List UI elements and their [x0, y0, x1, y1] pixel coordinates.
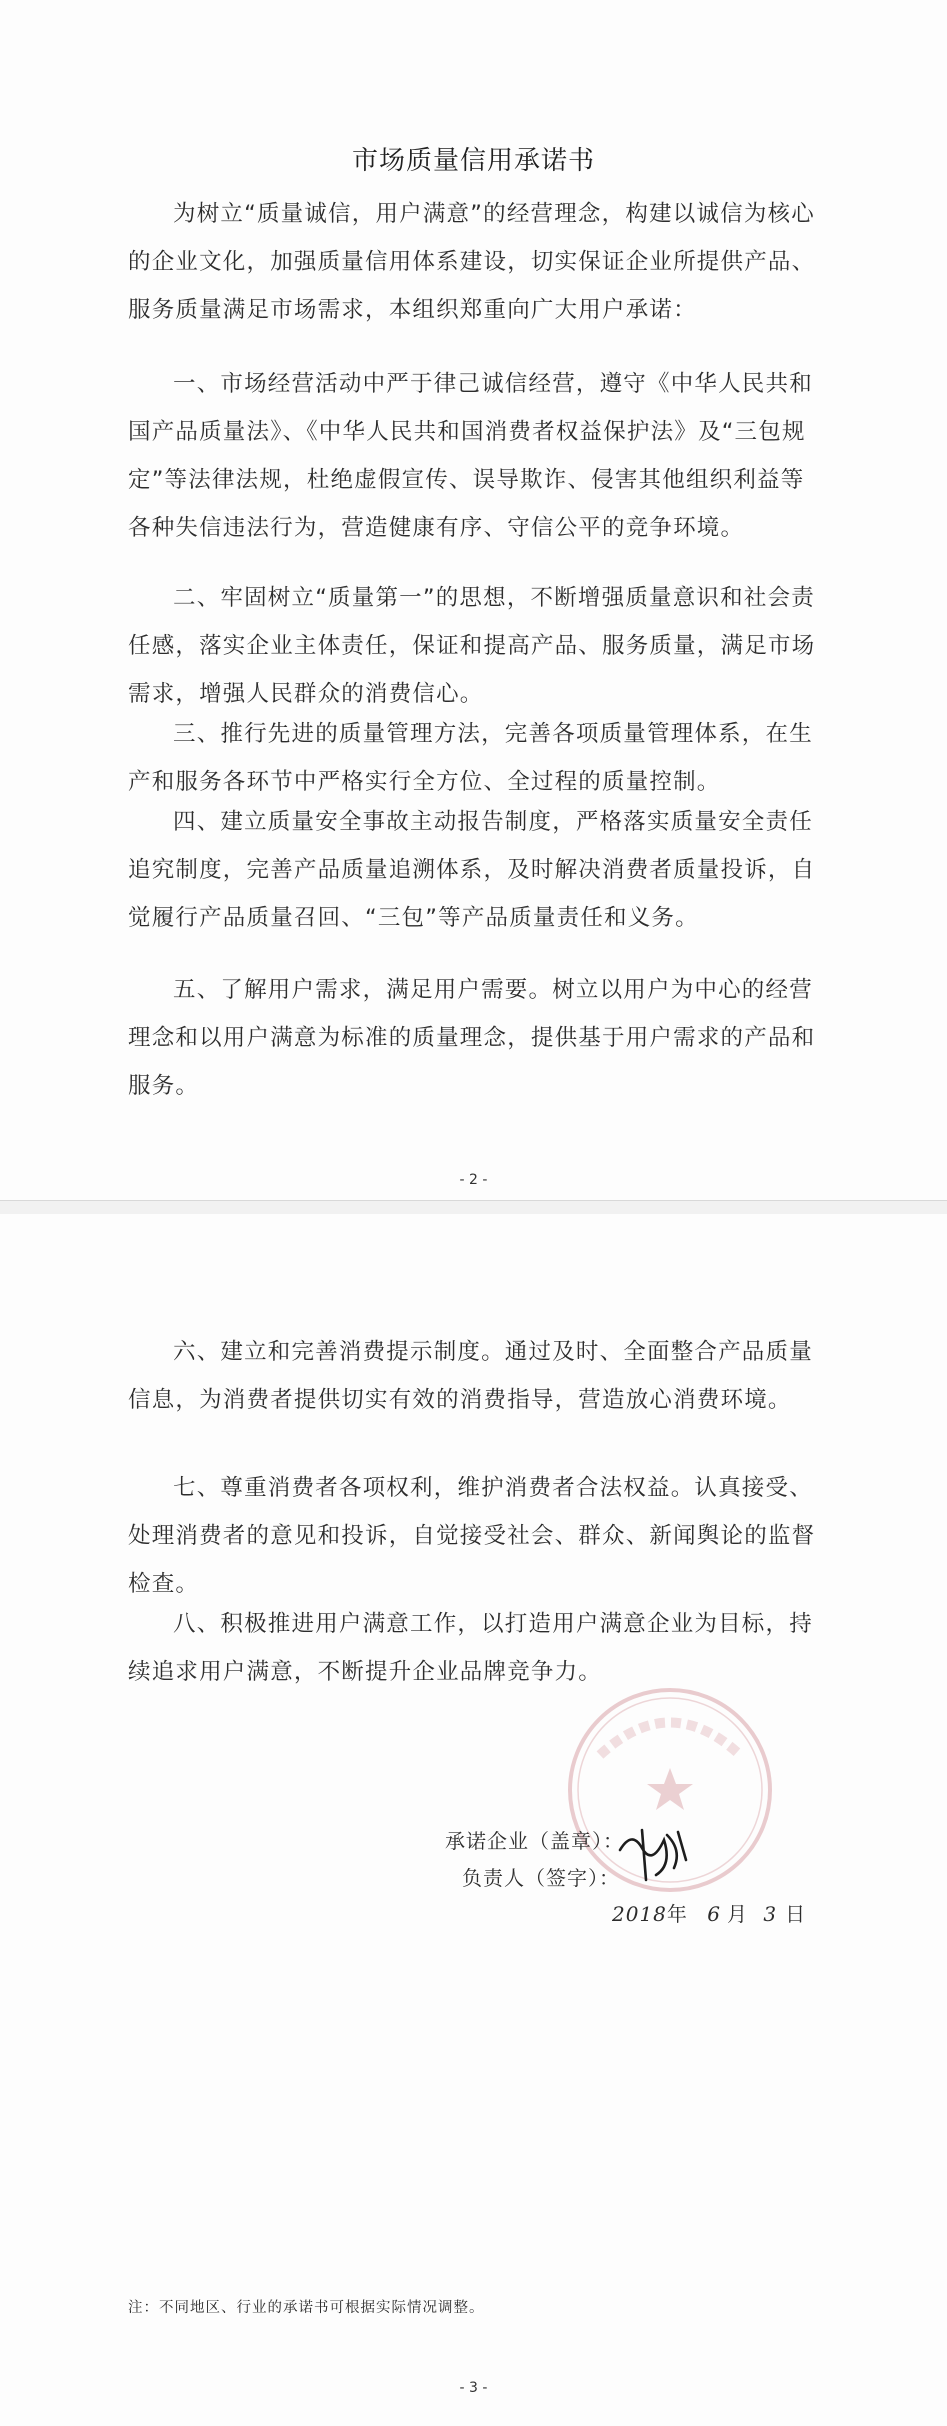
page-2-sheet — [0, 0, 947, 1212]
date-month: 6 — [707, 1902, 721, 1926]
date-year: 2018 — [612, 1902, 667, 1926]
date-month-char: 月 — [727, 1902, 748, 1926]
commitment-3: 三、推行先进的质量管理方法，完善各项质量管理体系，在生产和服务各环节中严格实行全方位、全过程的质量控制。 — [128, 721, 813, 795]
intro-paragraph: 为树立“质量诚信，用户满意”的经营理念，构建以诚信为核心的企业文化，加强质量信用体系建设，切实保证企业所提供产品、服务质量满足市场需求，本组织郑重向广大用户承诺： — [128, 201, 816, 323]
page-number: - 2 - — [459, 1172, 488, 1188]
commitment-7: 七、尊重消费者各项权利，维护消费者合法权益。认真接受、处理消费者的意见和投诉，自觉接受社会、群众、新闻舆论的监督检查。 — [128, 1475, 816, 1597]
signature-date — [612, 1898, 806, 1927]
commitment-2: 二、牢固树立“质量第一”的思想，不断增强质量意识和社会责任感，落实企业主体责任，保证和提高产品、服务质量，满足市场需求，增强人民群众的消费信心。 — [128, 585, 816, 707]
date-day: 3 — [763, 1902, 778, 1926]
company-seal-label: 承诺企业（盖章）： — [445, 1829, 624, 1853]
commitment-8: 八、积极推进用户满意工作，以打造用户满意企业为目标，持续追求用户满意，不断提升企业品牌竞争力。 — [128, 1611, 813, 1685]
handwritten-signature — [612, 1820, 692, 1890]
commitment-5: 五、了解用户需求，满足用户需要。树立以用户为中心的经营理念和以用户满意为标准的质量理念，提供基于用户需求的产品和服务。 — [128, 977, 816, 1099]
responsible-person-label: 负责人（签字）： — [462, 1866, 620, 1890]
date-year-char: 年 — [666, 1902, 688, 1926]
document-title: 市场质量信用承诺书 — [351, 146, 595, 176]
page-3-sheet — [0, 1214, 947, 2426]
commitment-6: 六、建立和完善消费提示制度。通过及时、全面整合产品质量信息，为消费者提供切实有效的消费指导，营造放心消费环境。 — [128, 1339, 813, 1413]
footnote: 注：不同地区、行业的承诺书可根据实际情况调整。 — [128, 2300, 485, 2316]
page-number-3: - 3 - — [459, 2380, 488, 2396]
date-day-char: 日 — [785, 1902, 807, 1926]
commitment-1: 一、市场经营活动中严于律己诚信经营，遵守《中华人民共和国产品质量法》、《中华人民共和国消费者权益保护法》及“三包规定”等法律法规，杜绝虚假宣传、误导欺诈、侵害其他组织利益等各种失信违法行为，营造健康有序、守信公平的竞争环境。 — [128, 371, 813, 541]
commitment-4: 四、建立质量安全事故主动报告制度，严格落实质量安全责任追究制度，完善产品质量追溯体系，及时解决消费者质量投诉，自觉履行产品质量召回、“三包”等产品质量责任和义务。 — [128, 809, 816, 931]
